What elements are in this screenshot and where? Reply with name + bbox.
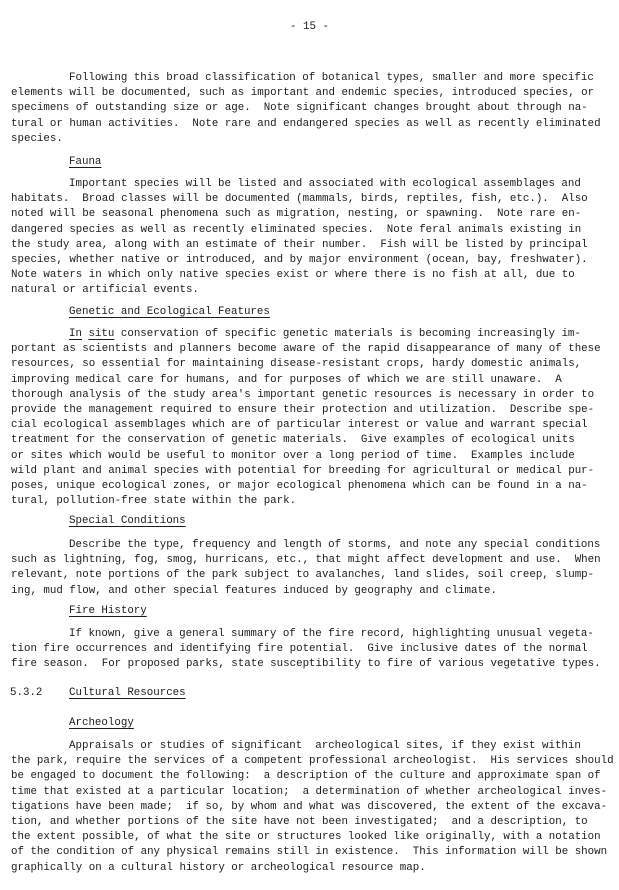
paragraph-line: thorough analysis of the study area's important genetic resources is necessary in order to — [11, 388, 595, 401]
paragraph-line: dangered species as well as recently eliminated species. Note feral animals existing in — [11, 223, 582, 236]
paragraph-line: wild plant and animal species with potential for breeding for agricultural or medical pur- — [11, 464, 595, 477]
paragraph-line: tion fire occurrences and identifying fire potential. Give inclusive dates of the normal — [11, 643, 588, 656]
paragraph-line: poses, unique ecological zones, or major ecological phenomena which can be found in a na- — [11, 479, 588, 492]
section-number: 5.3.2 — [10, 687, 43, 699]
line-text: conservation of specific genetic materials is becoming increasingly im- — [114, 328, 581, 340]
cultural-resources-heading: Cultural Resources — [69, 687, 186, 699]
fire-history-heading: Fire History — [69, 605, 147, 617]
paragraph-line: elements will be documented, such as important and endemic species, introduced species, or — [11, 87, 595, 100]
paragraph-line: tigations have been made; if so, by whom and what was discovered, the extent of the excava- — [11, 800, 608, 813]
paragraph-line: be engaged to document the following: a description of the culture and approximate span of — [11, 770, 601, 783]
botanical-paragraph — [11, 71, 616, 147]
special-conditions-heading: Special Conditions — [69, 515, 186, 527]
genetic-lines — [11, 342, 616, 509]
paragraph-line: Note waters in which only native species exist or where there is no fish at all, due to — [11, 269, 575, 282]
paragraph-line: tural, pollution-free state within the park. — [11, 495, 297, 508]
paragraph-line: provide the management required to ensure their protection and utilization. Describe spe- — [11, 403, 595, 416]
archeology-heading: Archeology — [69, 717, 134, 729]
archeology-paragraph — [11, 739, 616, 876]
paragraph-line: improving medical care for humans, and for purposes of which we are still unaware. A — [11, 373, 562, 386]
fauna-paragraph — [11, 177, 616, 299]
paragraph-line: cial ecological assemblages which are of particular interest or value and warrant special — [11, 419, 588, 432]
in-situ-term-situ: situ — [88, 328, 115, 340]
paragraph-line: the park, require the services of a competent professional archeologist. His services should — [11, 755, 614, 768]
paragraph-line — [11, 327, 616, 342]
genetic-paragraph — [11, 327, 616, 509]
paragraph-line: portant as scientists and planners become aware of the rapid disappearance of many of these — [11, 343, 601, 356]
paragraph-line: specimens of outstanding size or age. Note significant changes brought about through na- — [11, 102, 588, 115]
paragraph-line: tural or human activities. Note rare and endangered species as well as recently eliminated — [11, 117, 601, 130]
special-conditions-paragraph — [11, 538, 616, 599]
paragraph-line: habitats. Broad classes will be documented (mammals, birds, reptiles, fish, etc.). Also — [11, 193, 588, 206]
paragraph-line: relevant, note portions of the park subject to avalanches, land slides, soil creep, slump- — [11, 569, 595, 582]
paragraph-line: time that existed at a particular location; a determination of whether archeological inves- — [11, 785, 608, 798]
paragraph-line: species. — [11, 132, 63, 145]
genetic-heading: Genetic and Ecological Features — [69, 306, 270, 318]
paragraph-line: or sites which would be useful to monitor over a long period of time. Examples include — [11, 449, 575, 462]
paragraph-line: Appraisals or studies of significant archeological sites, if they exist within — [69, 740, 581, 752]
paragraph-line: resources, so essential for maintaining disease-resistant crops, hardy domestic animals, — [11, 358, 582, 371]
paragraph-line: Following this broad classification of botanical types, smaller and more specific — [69, 72, 594, 84]
paragraph-line: treatment for the conservation of genetic materials. Give examples of ecological units — [11, 434, 575, 447]
paragraph-line: Important species will be listed and associated with ecological assemblages and — [69, 178, 581, 190]
paragraph-line: Describe the type, frequency and length of storms, and note any special conditions — [69, 539, 601, 551]
fauna-heading: Fauna — [69, 156, 102, 168]
paragraph-line: the study area, along with an estimate of their number. Fish will be listed by principal — [11, 238, 588, 251]
fire-history-paragraph — [11, 627, 616, 673]
paragraph-line: of the condition of any physical remains still in existence. This information will be shown — [11, 846, 608, 859]
paragraph-line: fire season. For proposed parks, state susceptibility to fire of various vegetative types. — [11, 658, 601, 671]
paragraph-line: such as lightning, fog, smog, hurricans, etc., that might affect development and use. When — [11, 554, 601, 567]
paragraph-line: the extent possible, of what the site or structures looked like originally, with a notation — [11, 831, 601, 844]
paragraph-line: graphically on a cultural history or archeological resource map. — [11, 861, 426, 874]
paragraph-line: noted will be seasonal phenomena such as migration, nesting, or spawning. Note rare en- — [11, 208, 582, 221]
paragraph-line: ing, mud flow, and other special features induced by geography and climate. — [11, 584, 497, 597]
page-number: - 15 - — [290, 21, 329, 33]
paragraph-line: If known, give a general summary of the fire record, highlighting unusual vegeta- — [69, 628, 594, 640]
paragraph-line: species, whether native or introduced, and by major environment (ocean, bay, freshwater). — [11, 253, 588, 266]
in-situ-term-in: In — [69, 328, 82, 340]
paragraph-line: tion, and whether portions of the site have not been investigated; and a description, to — [11, 815, 588, 828]
paragraph-line: natural or artificial events. — [11, 284, 199, 297]
